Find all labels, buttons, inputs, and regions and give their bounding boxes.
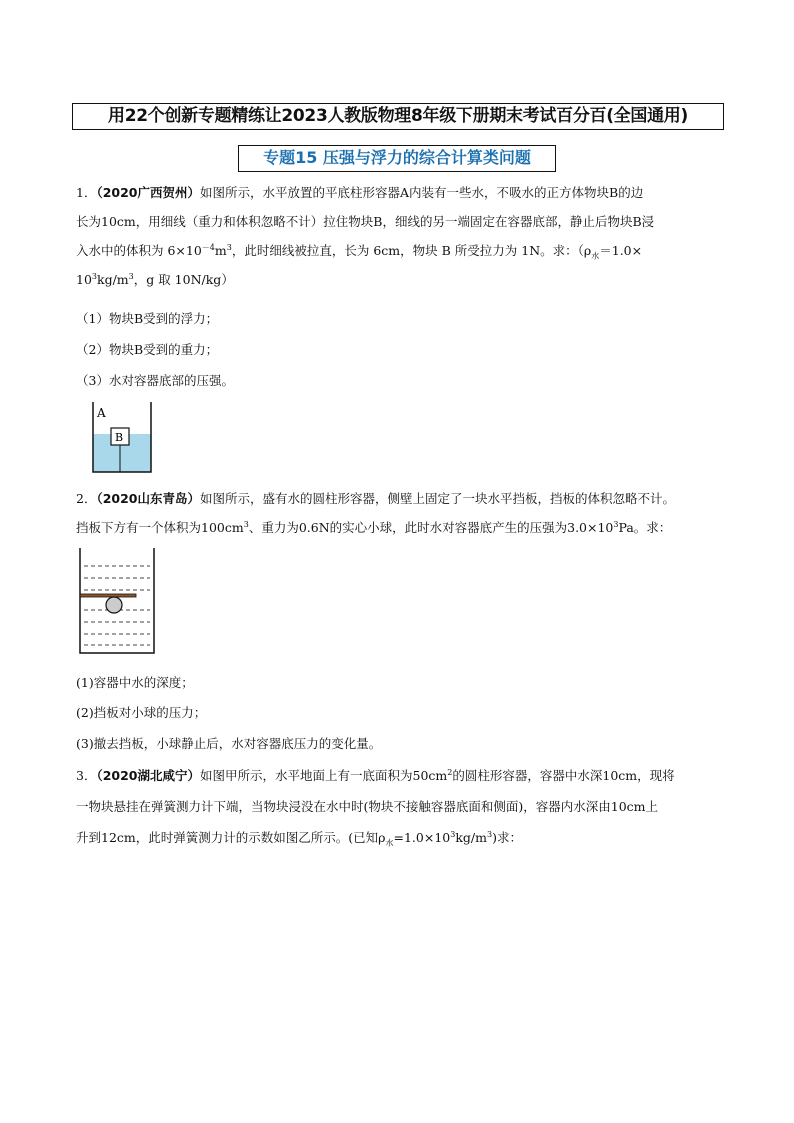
q3-text: )求： [492,830,522,845]
q3-source: （2020湖北咸宁） [96,768,200,783]
q2-part-3: (3)撤去挡板，小球静止后，水对容器底压力的变化量。 [76,736,382,751]
q1-part-1: （1）物块B受到的浮力； [76,311,219,326]
q1-exponent: －4 [201,242,215,252]
q1-text: ，g 取 10N/kg） [133,272,234,287]
q3-text: =1.0×10 [393,830,451,845]
q1-line-4 [76,270,234,290]
q2-text: 挡板下方有一个体积为100cm [76,520,244,535]
q2-ball [106,597,122,613]
q1-source: （2020广西贺州） [96,185,200,200]
q1-text: 如图所示，水平放置的平底柱形容器A内装有一些水，不吸水的正方体物块B的边 [200,185,644,200]
q3-line-1 [76,766,675,786]
q1-subscript: 水 [591,251,600,261]
q1-text: kg/m [97,272,129,287]
q1-text: 10 [76,272,92,287]
q1-exponent: 3 [226,242,232,252]
q1-part-2: （2）物块B受到的重力； [76,342,219,357]
q2-exponent: 3 [243,519,249,529]
q3-line-3 [76,828,522,848]
q1-text: ＝1.0× [599,243,643,258]
document-title: 用22个创新专题精练让2023人教版物理8年级下册期末考试百分百(全国通用) [72,103,724,130]
q3-text: kg/m [455,830,487,845]
q2-text: 、重力为0.6N的实心小球，此时水对容器底产生的压强为3.0×10 [248,520,614,535]
q1-exponent: 3 [128,271,134,281]
q1-number: 1． [76,185,97,200]
q3-text: 一物块悬挂在弹簧测力计下端，当物块浸没在水中时(物块不接触容器底面和侧面)，容器内水深由10cm上 [76,799,659,814]
q3-text: 升到12cm，此时弹簧测力计的示数如图乙所示。(已知ρ [76,830,386,845]
q2-line-2 [76,518,671,538]
q2-exponent: 3 [613,519,619,529]
q2-container-figure [78,548,158,656]
q1-container-figure [92,402,154,474]
q1-text: ，此时细线被拉直，长为 6cm，物块 B 所受拉力为 1N。求：（ρ [231,243,592,258]
q1-part-3: （3）水对容器底部的压强。 [76,373,234,388]
q2-text: Pa。求： [618,520,672,535]
q3-exponent: 2 [447,767,453,777]
q2-number: 2． [76,491,97,506]
q2-text: 如图所示，盛有水的圆柱形容器，侧壁上固定了一块水平挡板，挡板的体积忽略不计。 [200,491,676,506]
q1-text: m [214,243,227,258]
q3-exponent: 3 [486,829,493,839]
q1-label-a: A [97,406,106,420]
q3-text: 如图甲所示，水平地面上有一底面积为50cm [200,768,448,783]
q1-text: 长为10cm，用细线（重力和体积忽略不计）拉住物块B，细线的另一端固定在容器底部，静止后物块B浸 [76,214,655,229]
q1-line-3 [76,241,642,261]
q1-label-b: B [115,431,124,444]
q3-exponent: 3 [450,829,456,839]
q1-text: 入水中的体积为 6×10 [76,243,202,258]
q3-number: 3． [76,768,97,783]
topic-subtitle: 专题15 压强与浮力的综合计算类问题 [238,145,556,172]
q3-text: 的圆柱形容器，容器中水深10cm，现将 [452,768,675,783]
q2-part-1: (1)容器中水的深度； [76,675,194,690]
q1-exponent: 3 [91,271,97,281]
q2-line-1 [76,489,675,509]
q1-line-2 [76,212,654,232]
q1-line-1 [76,183,643,203]
q3-line-2 [76,797,658,817]
q2-part-2: (2)挡板对小球的压力； [76,705,207,720]
q2-source: （2020山东青岛） [96,491,200,506]
q3-subscript: 水 [385,838,394,848]
q2-baffle [80,594,136,597]
